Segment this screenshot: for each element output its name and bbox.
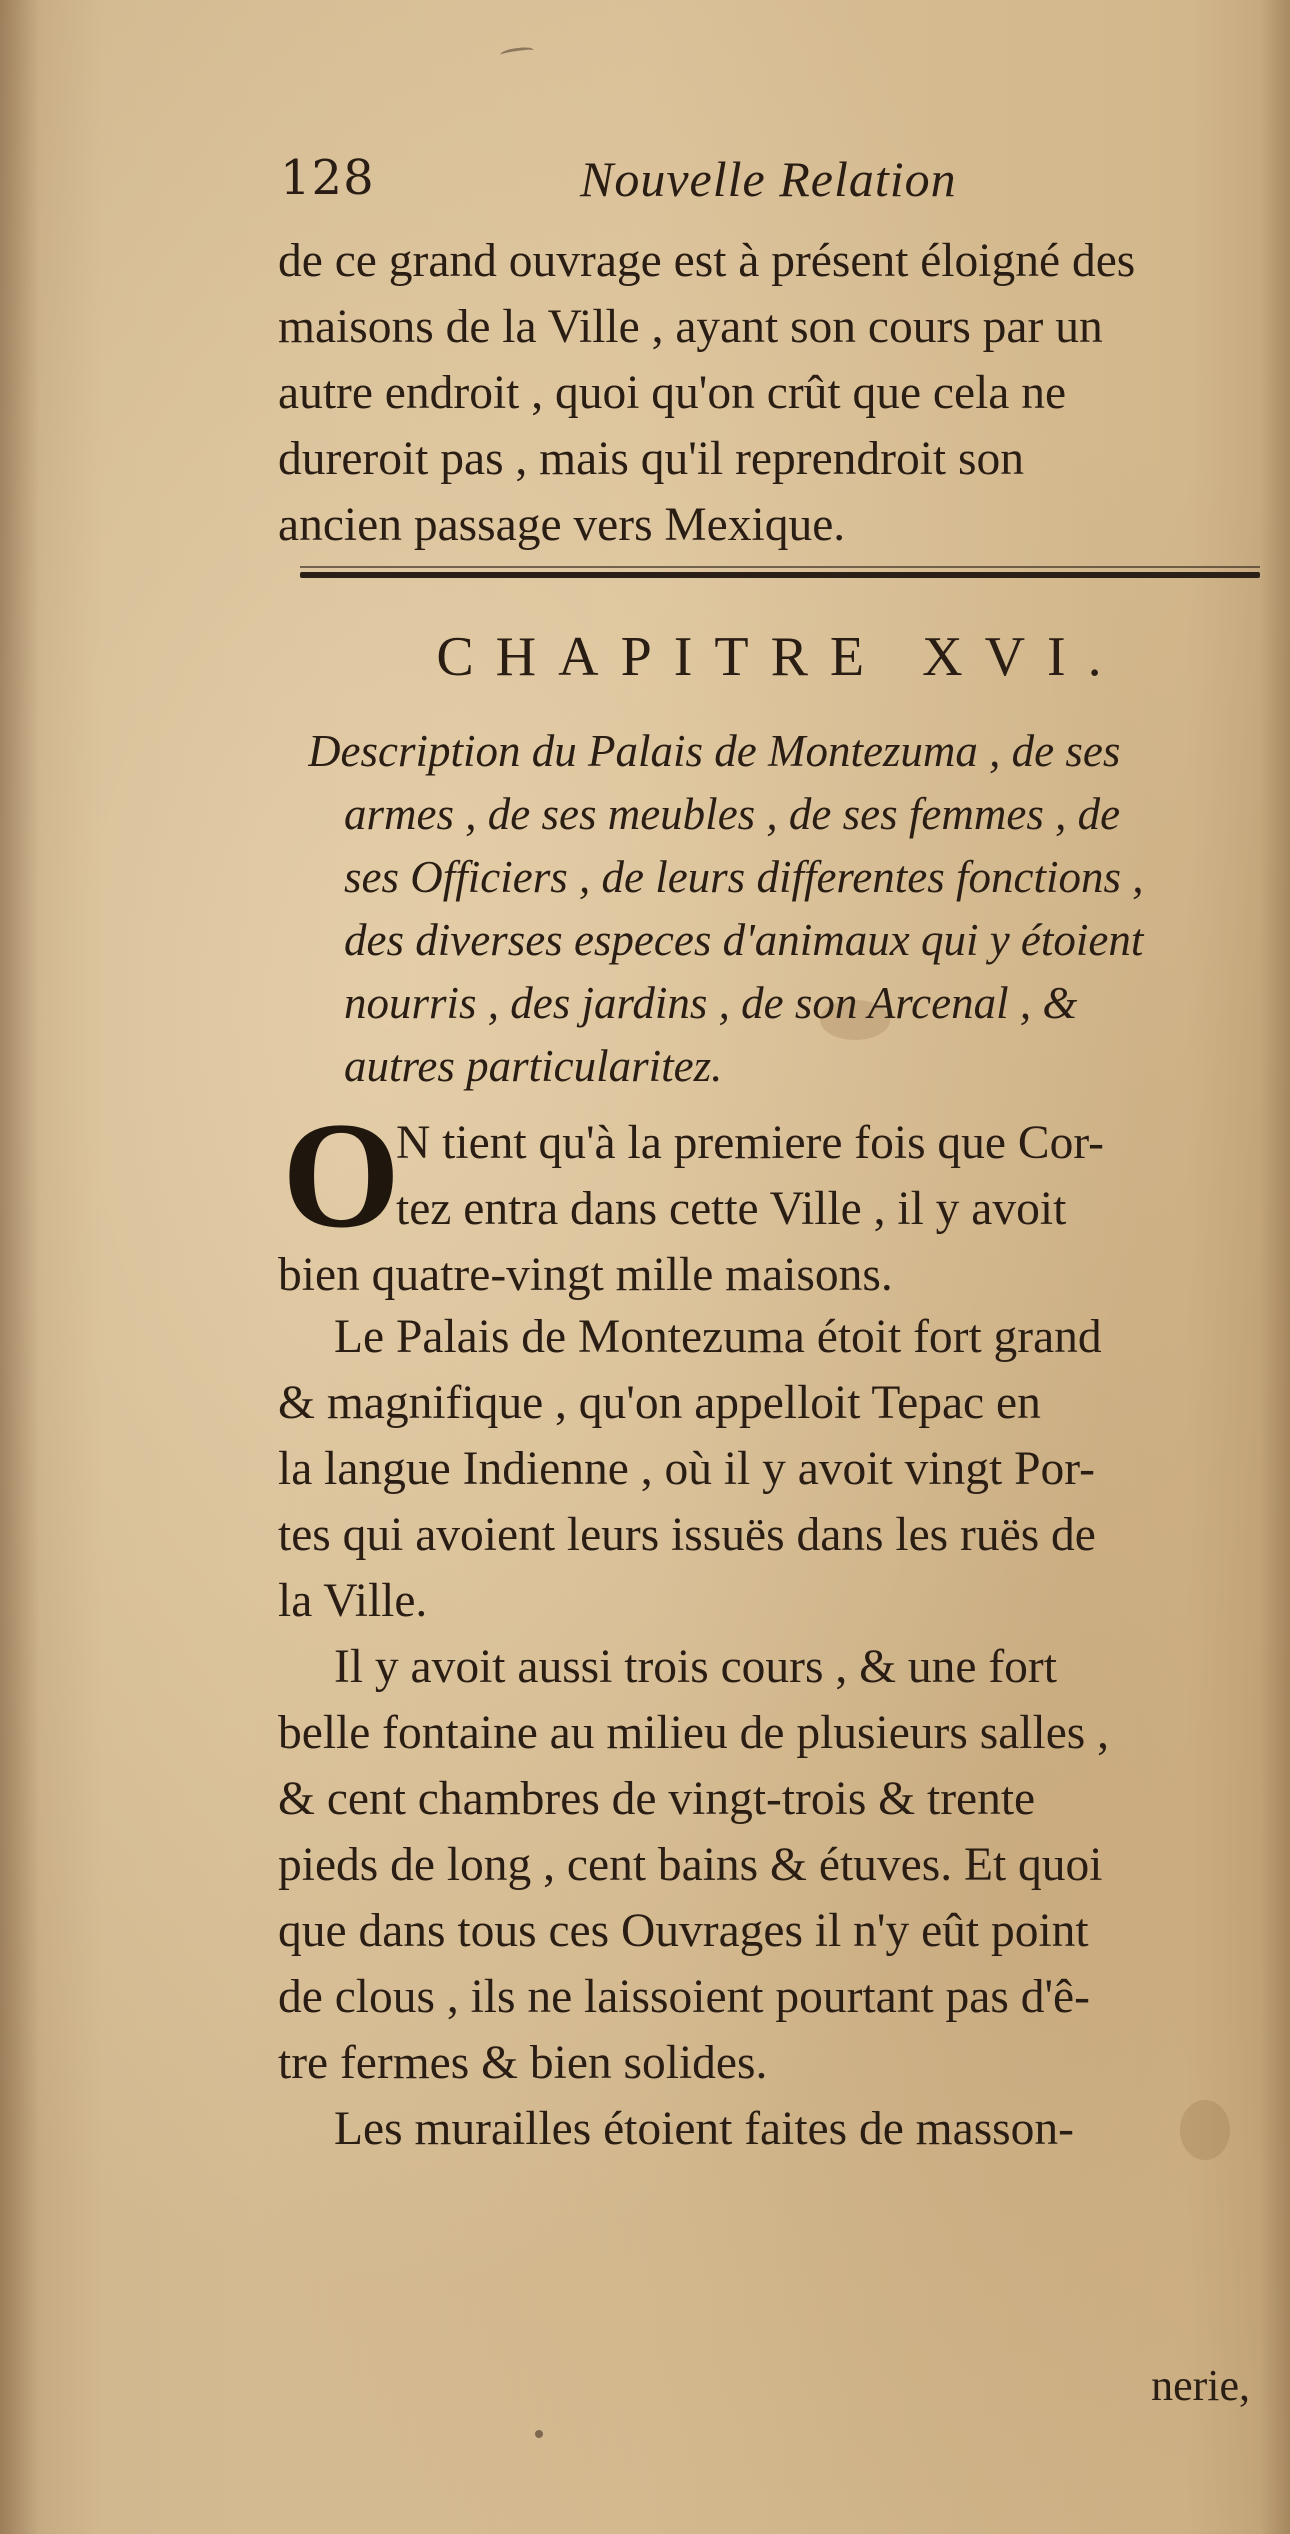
summary-line: armes , de ses meubles , de ses femmes , de [344, 789, 1121, 839]
text-line: tes qui avoient leurs issuës dans les ruës de [278, 1509, 1096, 1561]
text-line: bien quatre-vingt mille maisons. [278, 1249, 893, 1301]
summary-line: nourris , des jardins , de son Arcenal , & [344, 978, 1078, 1028]
divider-rule-fine [300, 566, 1260, 568]
continuation-paragraph [278, 228, 1263, 558]
summary-line: des diverses especes d'animaux qui y étoient [344, 915, 1144, 965]
text-line: maisons de la Ville , ayant son cours par un [278, 301, 1103, 353]
text-line: Le Palais de Montezuma étoit fort grand [334, 1311, 1102, 1363]
text-line: autre endroit , quoi qu'on crût que cela ne [278, 367, 1067, 419]
text-line: ancien passage vers Mexique. [278, 499, 846, 551]
text-line: la langue Indienne , où il y avoit vingt Por- [278, 1443, 1095, 1495]
summary-line: ses Officiers , de leurs differentes fonctions , [344, 852, 1144, 902]
summary-line: Description du Palais de Montezuma , de ses [308, 726, 1121, 776]
text-line: de clous , ils ne laissoient pourtant pas d'ê- [278, 1971, 1090, 2023]
drop-cap: O [282, 1091, 401, 1259]
text-line: & cent chambres de vingt-trois & trente [278, 1773, 1036, 1825]
text-line: N tient qu'à la premiere fois que Cor- [396, 1117, 1105, 1169]
ink-dot [535, 2430, 543, 2438]
body-text [278, 1304, 1263, 2162]
chapter-summary [308, 720, 1263, 1098]
text-line: belle fontaine au milieu de plusieurs salles , [278, 1707, 1110, 1759]
opening-paragraph [278, 1091, 1263, 1310]
text-line: la Ville. [278, 1575, 428, 1627]
text-line: & magnifique , qu'on appelloit Tepac en [278, 1377, 1041, 1429]
text-line: pieds de long , cent bains & étuves. Et quoi [278, 1839, 1103, 1891]
edge-shadow [1260, 0, 1290, 2534]
text-line: dureroit pas , mais qu'il reprendroit son [278, 433, 1024, 485]
text-line: Les murailles étoient faites de masson- [334, 2103, 1074, 2155]
running-head: Nouvelle Relation [580, 151, 957, 207]
page-header [280, 150, 1280, 220]
catchword: nerie, [1151, 2361, 1250, 2410]
text-line: tez entra dans cette Ville , il y avoit [396, 1183, 1067, 1235]
text-line: Il y avoit aussi trois cours , & une fort [334, 1641, 1057, 1693]
chapter-title: CHAPITRE XVI. [436, 626, 1124, 688]
gutter-shadow [0, 0, 40, 2534]
text-line: de ce grand ouvrage est à présent éloigné des [278, 235, 1136, 287]
text-line: que dans tous ces Ouvrages il n'y eût point [278, 1905, 1089, 1957]
divider-rule [300, 572, 1260, 578]
page-number: 128 [280, 150, 375, 206]
summary-line: autres particularitez. [344, 1041, 723, 1091]
ink-mark [500, 46, 535, 60]
text-line: tre fermes & bien solides. [278, 2037, 768, 2089]
